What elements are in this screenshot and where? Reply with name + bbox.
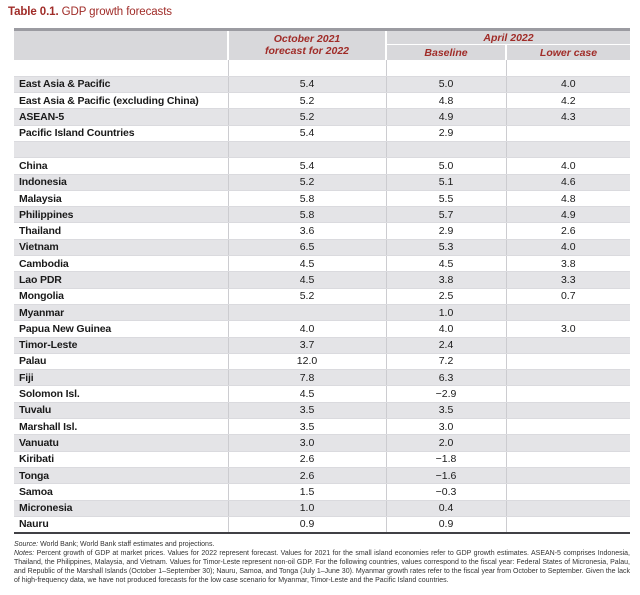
lower-case-value-cell: 4.3 <box>506 109 630 125</box>
lower-case-value-cell: 4.2 <box>506 93 630 109</box>
row-label-cell: ASEAN-5 <box>14 109 228 125</box>
notes-text: Percent growth of GDP at market prices. Values for 2022 represent forecast. Values for 2021 for the small island economies refer to GDP growth estimates. ASEAN-5 comprises Indonesia, Thailand, the Philippines, Malaysia, and Vietnam. Values for Timor-Leste represent non-oil GDP. For the following countries, values correspond to the fiscal year: Federal States of Micronesia, Palau, and Republic of the Marshall Islands (October 1–September 30); Nauru, Samoa, and Tonga (July 1–June 30). Myanmar growth rates refer to the fiscal year from October to September. Given the lack of high-frequency data, we have not produced forecasts for the low case scenario for Myanmar, Timor-Leste and the Pacific Island countries. <box>14 549 630 584</box>
lower-case-value-cell <box>506 451 630 467</box>
row-label-cell: Nauru <box>19 518 49 531</box>
lower-case-value-cell: 0.7 <box>506 288 630 304</box>
lower-case-value-cell <box>506 419 630 435</box>
oct-2021-value-cell: 5.4 <box>228 125 386 141</box>
oct-2021-value-cell: 5.2 <box>228 174 386 190</box>
lower-case-value-cell: 4.0 <box>506 158 630 174</box>
oct-2021-value-cell: 6.5 <box>228 239 386 255</box>
lower-case-value-cell: 4.6 <box>506 174 630 190</box>
lower-case-value-cell <box>506 370 630 386</box>
oct-2021-value-cell <box>228 141 386 157</box>
oct-2021-value-cell: 0.9 <box>228 516 386 532</box>
oct-2021-value-cell: 5.4 <box>228 158 386 174</box>
lower-case-value-cell: 4.0 <box>506 239 630 255</box>
baseline-value-cell <box>386 60 506 76</box>
header-corner-cell <box>14 30 228 61</box>
baseline-value-cell: 4.0 <box>386 321 506 337</box>
row-label-cell <box>14 60 228 76</box>
lower-case-value-cell <box>506 353 630 369</box>
lower-case-value-cell <box>506 435 630 451</box>
baseline-value-cell: 4.5 <box>386 256 506 272</box>
header-october-2021 <box>228 30 386 61</box>
oct-2021-value-cell: 5.2 <box>228 109 386 125</box>
baseline-value-cell: −2.9 <box>386 386 506 402</box>
table-row <box>14 386 630 402</box>
lower-case-value-cell: 3.0 <box>506 321 630 337</box>
table-row <box>14 337 630 353</box>
row-label-cell: Cambodia <box>14 256 228 272</box>
oct-2021-value-cell: 4.5 <box>228 272 386 288</box>
table-row <box>14 76 630 92</box>
lower-case-value-cell <box>506 141 630 157</box>
table-row <box>14 500 630 516</box>
table-title <box>8 6 640 19</box>
table-row <box>14 158 630 174</box>
row-label-cell: Fiji <box>14 370 228 386</box>
oct-2021-value-cell: 4.5 <box>228 256 386 272</box>
row-label-cell: Thailand <box>14 223 228 239</box>
table-row <box>14 190 630 206</box>
row-label-cell: Malaysia <box>14 190 228 206</box>
row-label-cell: Samoa <box>14 484 228 500</box>
row-label-cell: Lao PDR <box>14 272 228 288</box>
row-label-cell: Myanmar <box>14 304 228 320</box>
lower-case-value-cell: 4.0 <box>506 76 630 92</box>
oct-2021-value-cell: 3.5 <box>228 419 386 435</box>
row-label-cell: Indonesia <box>14 174 228 190</box>
baseline-value-cell: 5.0 <box>386 76 506 92</box>
oct-2021-value-cell: 3.6 <box>228 223 386 239</box>
oct-2021-value-cell: 4.5 <box>228 386 386 402</box>
table-row <box>14 370 630 386</box>
table-row <box>14 207 630 223</box>
table-row <box>14 304 630 320</box>
baseline-value-cell: 4.8 <box>386 93 506 109</box>
oct-2021-value-cell: 1.0 <box>228 500 386 516</box>
lower-case-value-cell <box>506 500 630 516</box>
row-label-cell: Timor-Leste <box>14 337 228 353</box>
table-header <box>14 30 630 61</box>
lower-case-value-cell: 3.3 <box>506 272 630 288</box>
notes-label: Notes: <box>14 549 35 557</box>
table-row <box>14 321 630 337</box>
table-row <box>14 125 630 141</box>
header-april-2022-group: April 2022 <box>386 30 630 45</box>
source-text: World Bank; World Bank staff estimates and projections. <box>40 540 215 548</box>
table-row <box>14 435 630 451</box>
lower-case-value-cell <box>506 60 630 76</box>
row-label-cell: Palau <box>14 353 228 369</box>
table-row <box>14 93 630 109</box>
row-label-cell: Solomon Isl. <box>14 386 228 402</box>
baseline-value-cell: 2.9 <box>386 125 506 141</box>
table-title-text: GDP growth forecasts <box>61 6 172 18</box>
baseline-value-cell: 3.0 <box>386 419 506 435</box>
row-label-cell: Philippines <box>14 207 228 223</box>
table-row <box>14 256 630 272</box>
header-october-line1: October 2021 <box>273 33 341 45</box>
table-row <box>14 516 630 532</box>
lower-case-value-cell <box>506 516 630 532</box>
baseline-value-cell: 7.2 <box>386 353 506 369</box>
row-label-cell: Vanuatu <box>14 435 228 451</box>
baseline-value-cell <box>386 141 506 157</box>
baseline-value-cell: 3.5 <box>386 402 506 418</box>
oct-2021-value-cell: 3.5 <box>228 402 386 418</box>
oct-2021-value-cell: 7.8 <box>228 370 386 386</box>
source-note <box>14 540 630 549</box>
baseline-value-cell: 5.5 <box>386 190 506 206</box>
lower-case-value-cell <box>506 402 630 418</box>
lower-case-value-cell <box>506 304 630 320</box>
row-label-cell: Micronesia <box>14 500 228 516</box>
oct-2021-value-cell: 5.2 <box>228 288 386 304</box>
baseline-value-cell: 1.0 <box>386 304 506 320</box>
gdp-forecast-table <box>14 28 630 534</box>
row-label-cell: East Asia & Pacific <box>14 76 228 92</box>
row-label-cell: Marshall Isl. <box>14 419 228 435</box>
lower-case-value-cell: 4.9 <box>506 207 630 223</box>
spacer-row <box>14 141 630 157</box>
baseline-value-cell: −0.3 <box>386 484 506 500</box>
table-body <box>14 60 630 533</box>
table-title-number: Table 0.1. <box>8 6 59 18</box>
lower-case-value-cell <box>506 484 630 500</box>
oct-2021-value-cell: 3.7 <box>228 337 386 353</box>
baseline-value-cell: 2.4 <box>386 337 506 353</box>
table-row <box>14 239 630 255</box>
oct-2021-value-cell <box>228 304 386 320</box>
oct-2021-value-cell: 5.8 <box>228 207 386 223</box>
table-row <box>14 467 630 483</box>
oct-2021-value-cell: 5.4 <box>228 76 386 92</box>
baseline-value-cell: 2.9 <box>386 223 506 239</box>
row-label-cell <box>14 141 228 157</box>
table-row <box>14 402 630 418</box>
table-row <box>14 272 630 288</box>
row-label-cell: Vietnam <box>14 239 228 255</box>
oct-2021-value-cell: 5.2 <box>228 93 386 109</box>
table-row <box>14 174 630 190</box>
row-label-cell: Papua New Guinea <box>14 321 228 337</box>
baseline-value-cell: 0.9 <box>386 516 506 532</box>
table-row <box>14 288 630 304</box>
source-label: Source: <box>14 540 39 548</box>
table-row <box>14 109 630 125</box>
oct-2021-value-cell: 3.0 <box>228 435 386 451</box>
notes-note <box>14 549 630 585</box>
baseline-value-cell: 4.9 <box>386 109 506 125</box>
table-row <box>14 353 630 369</box>
row-label-cell: Pacific Island Countries <box>14 125 228 141</box>
lower-case-value-cell <box>506 467 630 483</box>
lower-case-value-cell <box>506 386 630 402</box>
header-baseline: Baseline <box>386 45 506 61</box>
oct-2021-value-cell <box>228 60 386 76</box>
header-october-line2: forecast for 2022 <box>264 44 350 57</box>
baseline-value-cell: 6.3 <box>386 370 506 386</box>
row-label-cell: Mongolia <box>14 288 228 304</box>
table-row <box>14 484 630 500</box>
baseline-value-cell: −1.8 <box>386 451 506 467</box>
lower-case-value-cell <box>506 337 630 353</box>
baseline-value-cell: 2.5 <box>386 288 506 304</box>
baseline-value-cell: 5.1 <box>386 174 506 190</box>
lower-case-value-cell: 2.6 <box>506 223 630 239</box>
oct-2021-value-cell: 2.6 <box>228 467 386 483</box>
oct-2021-value-cell: 5.8 <box>228 190 386 206</box>
oct-2021-value-cell: 1.5 <box>228 484 386 500</box>
lower-case-value-cell: 4.8 <box>506 190 630 206</box>
row-label-cell: East Asia & Pacific (excluding China) <box>14 93 228 109</box>
oct-2021-value-cell: 12.0 <box>228 353 386 369</box>
row-label-cell: Tuvalu <box>14 402 228 418</box>
table-row <box>14 419 630 435</box>
baseline-value-cell: 5.3 <box>386 239 506 255</box>
table-row <box>14 451 630 467</box>
baseline-value-cell: 5.0 <box>386 158 506 174</box>
row-label-cell: China <box>14 158 228 174</box>
baseline-value-cell: 3.8 <box>386 272 506 288</box>
oct-2021-value-cell: 2.6 <box>228 451 386 467</box>
row-label-cell: Kiribati <box>14 451 228 467</box>
header-lower-case: Lower case <box>506 45 630 61</box>
baseline-value-cell: −1.6 <box>386 467 506 483</box>
baseline-value-cell: 0.4 <box>386 500 506 516</box>
lower-case-value-cell <box>506 125 630 141</box>
table-footnotes <box>14 540 630 585</box>
oct-2021-value-cell: 4.0 <box>228 321 386 337</box>
spacer-row <box>14 60 630 76</box>
baseline-value-cell: 5.7 <box>386 207 506 223</box>
lower-case-value-cell: 3.8 <box>506 256 630 272</box>
baseline-value-cell: 2.0 <box>386 435 506 451</box>
row-label-cell: Tonga <box>14 467 228 483</box>
table-row <box>14 223 630 239</box>
